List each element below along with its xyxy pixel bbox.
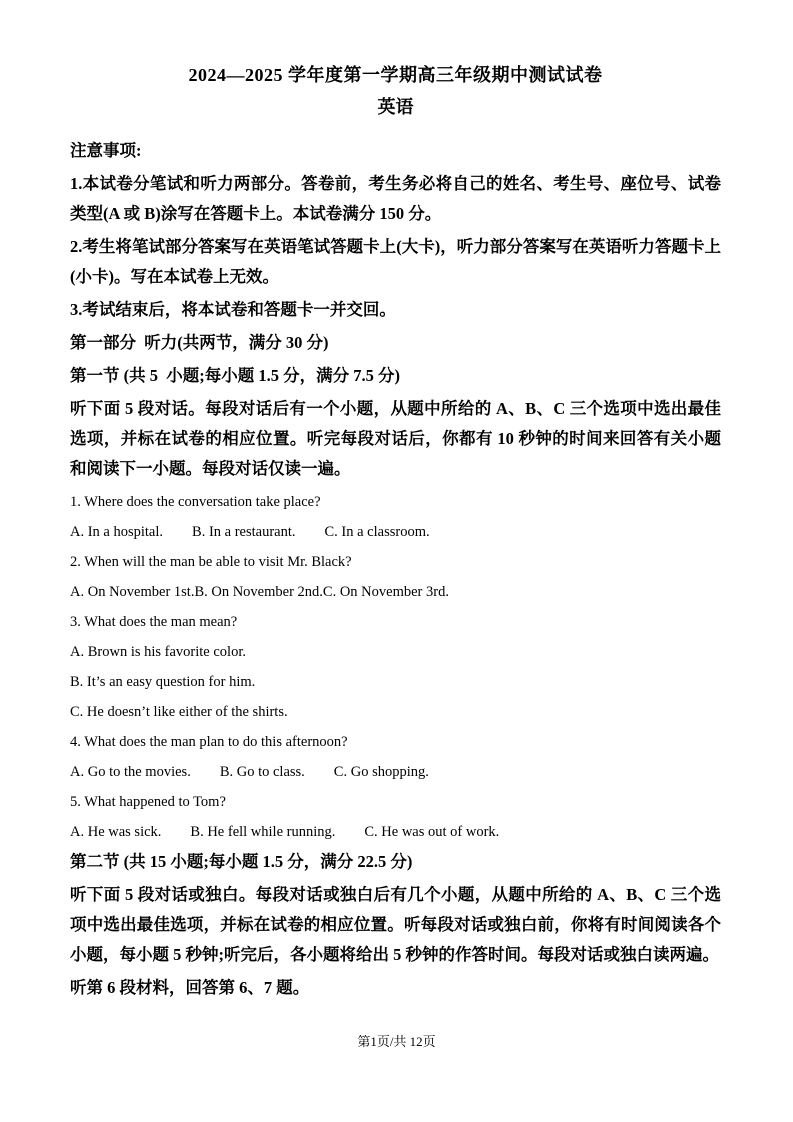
- page-title: 2024—2025 学年度第一学期高三年级期中测试试卷: [188, 65, 603, 85]
- question-1-options: A. In a hospital. B. In a restaurant. C. In a classroom.: [70, 524, 430, 540]
- section2-instructions: 听下面 5 段对话或独白。每段对话或独白后有几个小题，从题中所给的 A、B、C 三个选项中选出最佳选项，并标在试卷的相应位置。听每段对话或独白前，你将有时间阅读各个小题，每小题 5 秒钟;听完后，各小题将给出 5 秒钟的作答时间。每段对话或独白读两遍。: [70, 885, 721, 964]
- part1-heading: 第一部分 听力(共两节，满分 30 分): [70, 333, 329, 352]
- notice-item-1: 1.本试卷分笔试和听力两部分。答卷前，考生务必将自己的姓名、考生号、座位号、试卷类型(A 或 B)涂写在答题卡上。本试卷满分 150 分。: [70, 174, 721, 223]
- question-2: [70, 547, 721, 607]
- notice-heading: 注意事项:: [70, 141, 142, 160]
- question-4-text: 4. What does the man plan to do this afternoon?: [70, 734, 348, 750]
- page-number-indicator: 第1页/共 12页: [357, 1034, 436, 1049]
- notice-item-3: 3.考试结束后，将本试卷和答题卡一并交回。: [70, 300, 396, 319]
- question-2-options: A. On November 1st.B. On November 2nd.C. On November 3rd.: [70, 584, 449, 600]
- section2-material-prompt: 听第 6 段材料，回答第 6、7 题。: [70, 978, 310, 997]
- question-5-options: A. He was sick. B. He fell while running. C. He was out of work.: [70, 824, 500, 840]
- section1-heading: 第一节 (共 5 小题;每小题 1.5 分，满分 7.5 分): [70, 366, 400, 385]
- question-4-options: A. Go to the movies. B. Go to class. C. Go shopping.: [70, 764, 429, 780]
- subject-title: 英语: [377, 97, 414, 117]
- question-5: [70, 787, 721, 847]
- question-3-text: 3. What does the man mean?: [70, 614, 238, 630]
- question-3-option-b: B. It’s an easy question for him.: [70, 674, 256, 690]
- question-4: [70, 727, 721, 787]
- question-3: [70, 607, 721, 727]
- question-3-option-c: C. He doesn’t like either of the shirts.: [70, 704, 288, 720]
- section1-instructions: 听下面 5 段对话。每段对话后有一个小题，从题中所给的 A、B、C 三个选项中选出最佳选项，并标在试卷的相应位置。听完每段对话后，你都有 10 秒钟的时间来回答有关小题和阅读下一小题。每段对话仅读一遍。: [70, 399, 721, 478]
- question-3-option-a: A. Brown is his favorite color.: [70, 644, 246, 660]
- question-1-text: 1. Where does the conversation take place?: [70, 494, 321, 510]
- question-5-text: 5. What happened to Tom?: [70, 794, 226, 810]
- notice-item-2: 2.考生将笔试部分答案写在英语笔试答题卡上(大卡)，听力部分答案写在英语听力答题卡上(小卡)。写在本试卷上无效。: [70, 237, 721, 286]
- question-2-text: 2. When will the man be able to visit Mr. Black?: [70, 554, 352, 570]
- question-1: [70, 487, 721, 547]
- section2-heading: 第二节 (共 15 小题;每小题 1.5 分，满分 22.5 分): [70, 852, 413, 871]
